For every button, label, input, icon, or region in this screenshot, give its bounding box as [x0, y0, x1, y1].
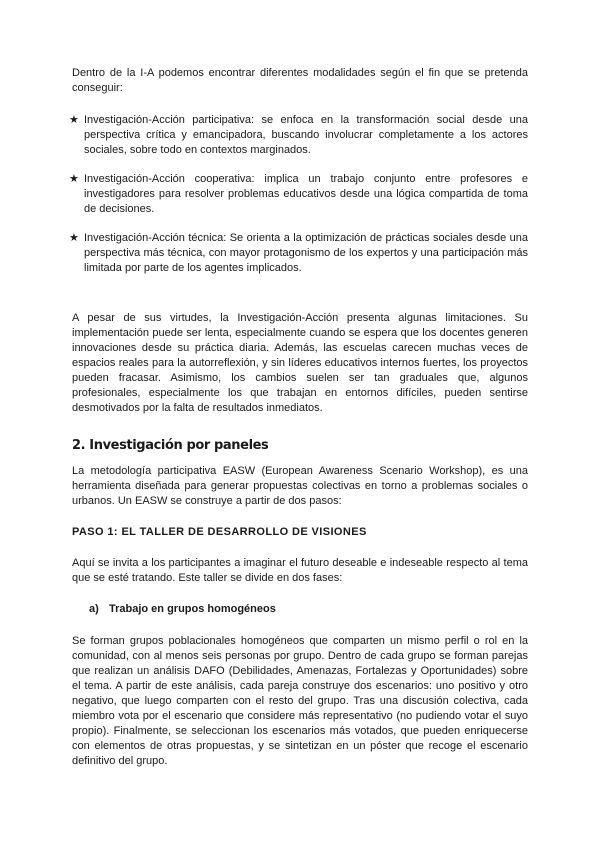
intro-paragraph: Dentro de la I-A podemos encontrar diferentes modalidades según el fin que se pretenda conseguir:: [72, 67, 528, 94]
star-bullet-icon: ★: [69, 173, 79, 185]
list-item-participativa: [69, 113, 528, 158]
paso-heading: PASO 1: EL TALLER DE DESARROLLO DE VISIONES: [72, 526, 367, 538]
section-heading: 2. Investigación por paneles: [72, 438, 269, 453]
workshop-intro-paragraph: Aquí se invita a los participantes a imaginar el futuro deseable e indeseable respecto al tema que se esté tratando. Este taller se divide en dos fases:: [72, 557, 528, 584]
subsection-marker: a): [89, 603, 99, 615]
modalities-list: [69, 113, 528, 276]
list-item-tecnica: [69, 231, 528, 276]
document-page: [69, 66, 528, 769]
list-item-cooperativa: [69, 172, 528, 217]
subsection-title: Trabajo en grupos homogéneos: [109, 603, 276, 615]
groups-paragraph: Se forman grupos poblacionales homogéneos que comparten un mismo perfil o rol en la comunidad, con al menos seis personas por grupo. Dentro de cada grupo se forman parejas que realizan un análisis DAFO (Debilidades, Amenazas, Fortalezas y Oportunidades) sobre el tema. A partir de este análisis, cada pareja construye dos escenarios: uno positivo y otro negativo, que luego comparten con el resto del grupo. Tras una discusión colectiva, cada miembro vota por el escenario que considere más representativo (no pudiendo votar el suyo propio). Finalmente, se seleccionan los escenarios más votados, que pueden enriquecerse con elementos de otras propuestas, y se sintetizan en un póster que recoge el escenario definitivo del grupo.: [72, 635, 528, 767]
star-bullet-icon: ★: [69, 114, 79, 126]
easw-paragraph: La metodología participativa EASW (European Awareness Scenario Workshop), es una herramienta diseñada para generar propuestas colectivas en torno a problemas sociales o urbanos. Un EASW se construye a partir de dos pasos:: [72, 465, 528, 507]
list-item-text: Investigación-Acción participativa: se enfoca en la transformación social desde una perspectiva crítica y emancipadora, buscando involucrar completamente a los actores sociales, sobre todo en contextos marginados.: [84, 114, 528, 156]
subsection-heading: [72, 602, 528, 617]
list-item-text: Investigación-Acción cooperativa: implica un trabajo conjunto entre profesores e investigadores para resolver problemas educativos desde una lógica compartida de toma de decisiones.: [84, 173, 528, 215]
list-item-text: Investigación-Acción técnica: Se orienta a la optimización de prácticas sociales desde una perspectiva más técnica, con mayor protagonismo de los expertos y una participación más limitada por parte de los agentes implicados.: [84, 232, 528, 274]
star-bullet-icon: ★: [69, 232, 79, 244]
limitations-paragraph: A pesar de sus virtudes, la Investigación-Acción presenta algunas limitaciones. Su implementación puede ser lenta, especialmente cuando se espera que los docentes generen innovaciones desde su práctica diaria. Además, las escuelas carecen muchas veces de espacios reales para la autorreflexión, y sin líderes educativos internos fuertes, los proyectos pueden fracasar. Asimismo, los cambios suelen ser tan graduales que, algunos profesionales, especialmente los que trabajan en entornos difíciles, pueden sentirse desmotivados por la falta de resultados inmediatos.: [72, 312, 528, 414]
